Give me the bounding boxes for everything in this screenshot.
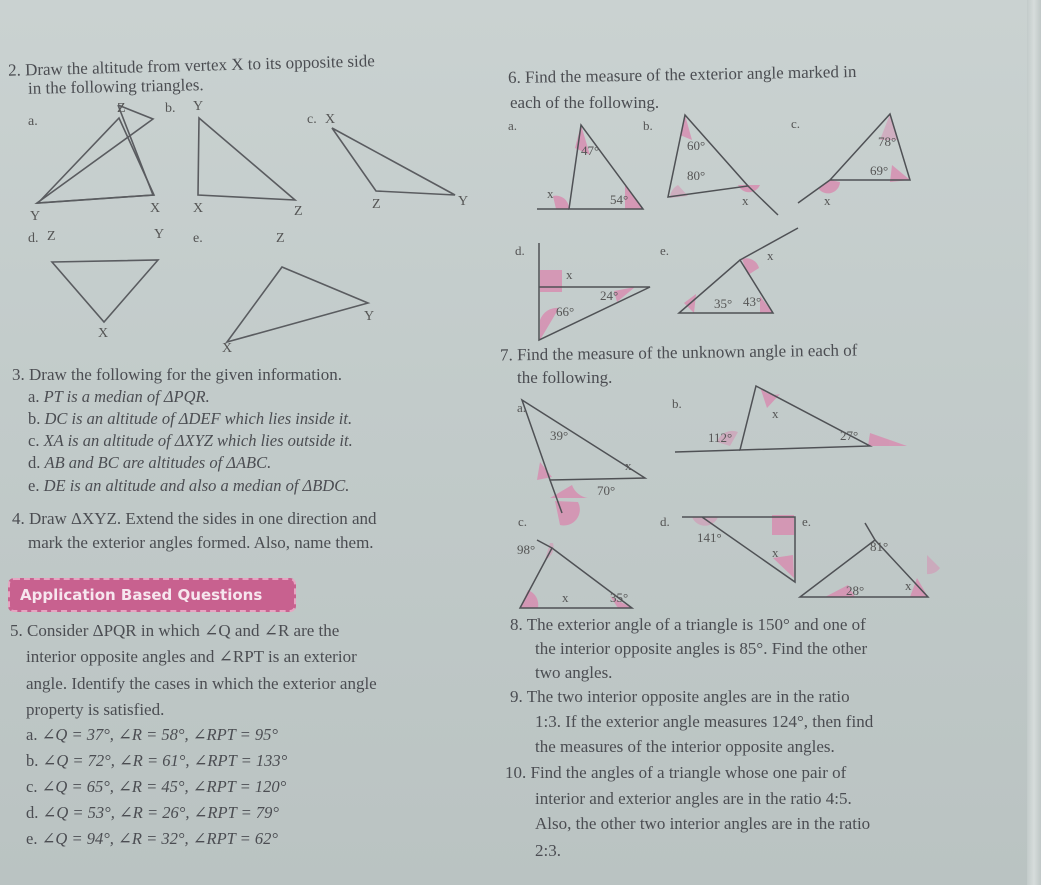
q4-line1: 4. Draw ΔXYZ. Extend the sides in one direction and xyxy=(12,509,377,528)
q5-item-e: e. ∠Q = 94°, ∠R = 32°, ∠RPT = 62° xyxy=(26,829,279,848)
q9-line3: the measures of the interior opposite angles. xyxy=(535,737,835,756)
svg-text:78°: 78° xyxy=(878,134,897,149)
svg-text:X: X xyxy=(98,326,109,341)
svg-text:c.: c. xyxy=(791,116,801,131)
svg-text:X: X xyxy=(193,201,204,216)
q9-line2: 1:3. If the exterior angle measures 124°, then find xyxy=(535,712,874,731)
q8-line1: 8. The exterior angle of a triangle is 150° and one of xyxy=(510,615,866,634)
q5-item-c: c. ∠Q = 65°, ∠R = 45°, ∠RPT = 120° xyxy=(26,777,287,796)
svg-text:b.: b. xyxy=(643,118,653,133)
q7-line2: the following. xyxy=(517,368,613,387)
svg-text:X: X xyxy=(325,112,336,127)
svg-text:Y: Y xyxy=(364,309,375,324)
q5-item-d: d. ∠Q = 53°, ∠R = 26°, ∠RPT = 79° xyxy=(26,803,279,822)
svg-text:x: x xyxy=(742,193,749,208)
svg-text:Z: Z xyxy=(294,204,303,219)
svg-text:Z: Z xyxy=(117,101,126,116)
svg-text:x: x xyxy=(824,193,831,208)
svg-text:Z: Z xyxy=(276,231,285,246)
svg-text:d.: d. xyxy=(515,243,525,258)
svg-text:x: x xyxy=(767,248,774,263)
q3-item-d: d. AB and BC are altitudes of ΔABC. xyxy=(28,453,272,472)
q6-line1: 6. Find the measure of the exterior angle marked in xyxy=(507,61,857,88)
q2e-label: e. xyxy=(193,231,203,246)
svg-text:Y: Y xyxy=(193,99,204,114)
q8-line3: two angles. xyxy=(535,663,613,682)
q8-line2: the interior opposite angles is 85°. Find the other xyxy=(535,639,868,658)
q2c-label: c. xyxy=(307,112,317,127)
svg-text:43°: 43° xyxy=(743,294,762,309)
svg-text:a.: a. xyxy=(517,400,527,415)
q3-item-e: e. DE is an altitude and also a median of ΔBDC. xyxy=(28,476,350,495)
q3-item-c: c. XA is an altitude of ΔXYZ which lies outside it. xyxy=(28,431,353,450)
svg-text:c.: c. xyxy=(518,514,528,529)
svg-text:X: X xyxy=(150,201,161,216)
svg-text:35°: 35° xyxy=(610,590,629,605)
svg-text:Y: Y xyxy=(30,209,41,224)
q5-item-b: b. ∠Q = 72°, ∠R = 61°, ∠RPT = 133° xyxy=(26,751,288,770)
svg-text:a.: a. xyxy=(508,118,518,133)
q6-line2: each of the following. xyxy=(510,93,660,112)
svg-text:54°: 54° xyxy=(610,192,629,207)
svg-text:47°: 47° xyxy=(581,143,600,158)
q5-line1: 5. Consider ΔPQR in which ∠Q and ∠R are the xyxy=(10,621,340,640)
q3-item-b: b. DC is an altitude of ΔDEF which lies inside it. xyxy=(28,409,353,428)
q5-line2: interior opposite angles and ∠RPT is an exterior xyxy=(26,647,357,666)
svg-text:98°: 98° xyxy=(517,542,536,557)
svg-text:x: x xyxy=(547,186,554,201)
q10-line2: interior and exterior angles are in the ratio 4:5. xyxy=(535,789,852,808)
q3-item-a: a. PT is a median of ΔPQR. xyxy=(28,387,210,406)
svg-text:e.: e. xyxy=(660,243,670,258)
svg-text:81°: 81° xyxy=(870,539,889,554)
svg-text:28°: 28° xyxy=(846,583,865,598)
svg-text:Y: Y xyxy=(154,227,165,242)
svg-text:x: x xyxy=(905,578,912,593)
svg-text:b.: b. xyxy=(672,396,682,411)
svg-text:x: x xyxy=(566,267,573,282)
svg-text:60°: 60° xyxy=(687,138,706,153)
application-based-questions-badge: Application Based Questions xyxy=(8,578,296,612)
q2b-label: b. xyxy=(165,101,176,116)
svg-text:39°: 39° xyxy=(550,428,569,443)
q2d-label: d. xyxy=(28,231,39,246)
q5-item-a: a. ∠Q = 37°, ∠R = 58°, ∠RPT = 95° xyxy=(26,725,279,744)
svg-text:69°: 69° xyxy=(870,163,889,178)
svg-text:27°: 27° xyxy=(840,428,859,443)
q7-figures xyxy=(480,340,1040,620)
svg-text:112°: 112° xyxy=(708,430,733,445)
svg-text:x: x xyxy=(772,406,779,421)
svg-text:X: X xyxy=(222,341,233,356)
svg-text:141°: 141° xyxy=(697,530,722,545)
q9-line1: 9. The two interior opposite angles are in the ratio xyxy=(510,687,850,706)
q10-line4: 2:3. xyxy=(535,841,561,860)
q2-line2: in the following triangles. xyxy=(27,75,204,98)
svg-text:80°: 80° xyxy=(687,168,706,183)
svg-text:Z: Z xyxy=(47,229,56,244)
svg-text:e.: e. xyxy=(802,514,812,529)
q10-line1: 10. Find the angles of a triangle whose one pair of xyxy=(505,763,847,782)
q3-title: 3. Draw the following for the given information. xyxy=(12,365,343,384)
svg-text:24°: 24° xyxy=(600,288,619,303)
q7-line1: 7. Find the measure of the unknown angle in each of xyxy=(499,340,858,365)
q2a-label: a. xyxy=(28,114,38,129)
q2-figures xyxy=(0,0,480,356)
svg-text:x: x xyxy=(772,545,779,560)
q10-line3: Also, the other two interior angles are in the ratio xyxy=(535,814,871,833)
q4-line2: mark the exterior angles formed. Also, name them. xyxy=(28,533,374,552)
svg-text:Y: Y xyxy=(458,194,469,209)
q6-figures xyxy=(480,0,1040,319)
q2-number: 2. xyxy=(7,60,22,80)
q5-line3: angle. Identify the cases in which the exterior angle xyxy=(26,674,377,693)
q2-text: Draw the altitude from vertex X to its opposite side xyxy=(24,51,376,80)
svg-text:x: x xyxy=(625,458,632,473)
svg-text:66°: 66° xyxy=(556,304,575,319)
svg-text:Z: Z xyxy=(372,197,381,212)
svg-text:x: x xyxy=(562,590,569,605)
svg-text:35°: 35° xyxy=(714,296,733,311)
svg-text:70°: 70° xyxy=(597,483,616,498)
svg-text:d.: d. xyxy=(660,514,670,529)
q5-line4: property is satisfied. xyxy=(26,700,165,719)
